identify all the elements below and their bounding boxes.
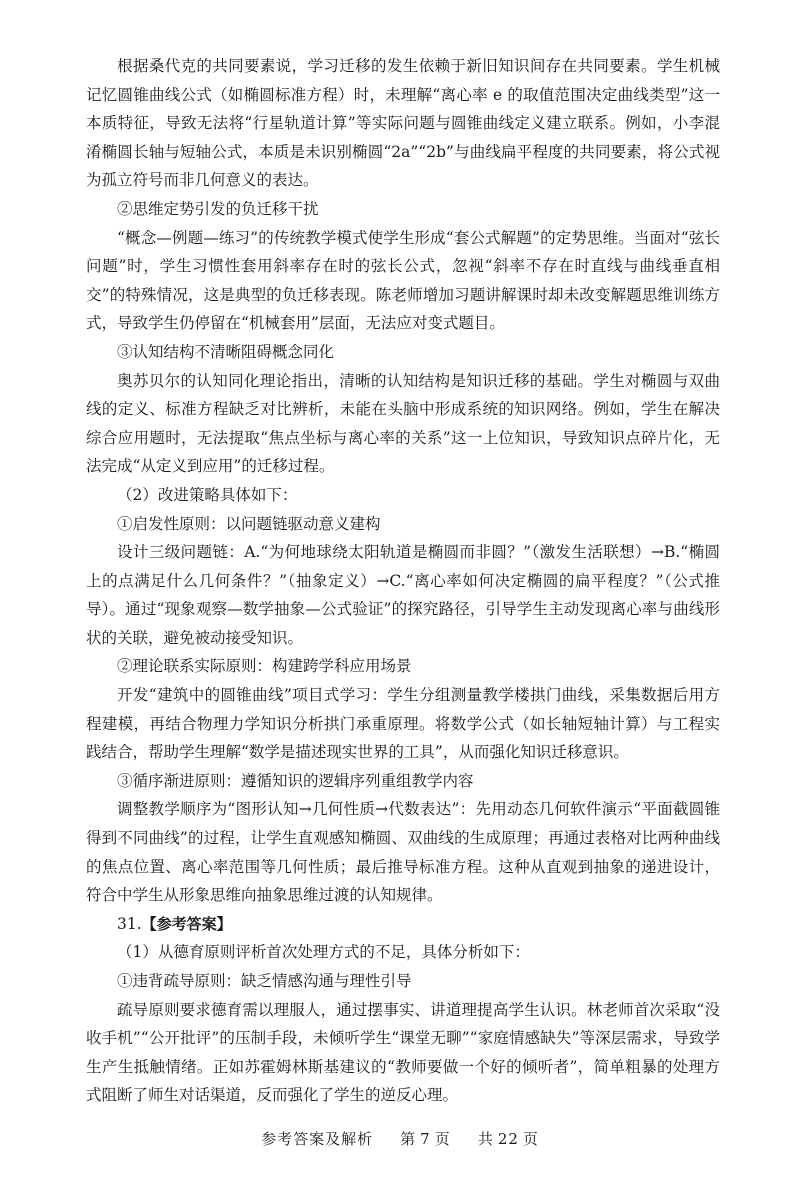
footer-total-suffix: 页 [522,1130,539,1148]
footer-total-prefix: 共 [477,1130,494,1148]
question-number: 31. [117,914,142,933]
paragraph-gradual-principle: 调整教学顺序为“图形认知→几何性质→代数表达”：先用动态几何软件演示“平面截圆锥得到不同曲线”的过程，让学生直观感知椭圆、双曲线的生成原理；再通过表格对比两种曲线的焦点位置、离心率范围等几何性质；最后推导标准方程。这种从直观到抽象的递进设计，符合中学生从形象思维向抽象思维过渡的认知规律。 [86,800,720,905]
footer-total-pages: 22 [497,1130,519,1148]
heading-guidance-principle: ①违背疏导原则：缺乏情感沟通与理性引导 [117,972,412,990]
paragraph-theory-practice-principle: 开发“建筑中的圆锥曲线”项目式学习：学生分组测量教学楼拱门曲线，采集数据后用方程建模，再结合物理力学知识分析拱门承重原理。将数学公式（如长轴短轴计算）与工程实践结合，帮助学生理解“数学是描述现实世界的工具”，从而强化知识迁移意识。 [86,686,720,762]
heading-improvement-strategies: （2）改进策略具体如下： [117,485,298,504]
heading-theory-practice-principle: ②理论联系实际原则：构建跨学科应用场景 [117,657,412,676]
paragraph-guidance-principle: 疏导原则要求德育需以理服人，通过摆事实、讲道理提高学生认识。林老师首次采取“没收手机”“公开批评”的压制手段，未倾听学生“课堂无聊”“家庭情感缺失”等深层需求，导致学生产生抵触情绪。正如苏霍姆林斯基建议的“教师要做一个好的倾听者”，简单粗暴的处理方式阻断了师生对话渠道，反而强化了学生的逆反心理。 [86,1000,720,1105]
footer-page-prefix: 第 [400,1130,417,1148]
footer-title: 参考答案及解析 [261,1130,374,1148]
paragraph-common-elements: 根据桑代克的共同要素说，学习迁移的发生依赖于新旧知识间存在共同要素。学生机械记忆圆锥曲线公式（如椭圆标准方程）时，未理解“离心率 e 的取值范围决定曲线类型”这一本质特征，导致无法将“行星轨道计算”等实际问题与圆锥曲线定义建立联系。例如，小李混淆椭圆长轴与短轴公式，本质是未识别椭圆“2a”“2b”与曲线扁平程度的共同要素，将公式视为孤立符号而非几何意义的表达。 [86,57,720,190]
heading-negative-transfer: ②思维定势引发的负迁移干扰 [117,199,319,218]
heading-heuristic-principle: ①启发性原则：以问题链驱动意义建构 [117,514,381,533]
heading-cognitive-structure: ③认知结构不清晰阻碍概念同化 [117,342,335,361]
question-31-title [86,910,720,939]
page-footer [0,1128,800,1149]
footer-page-number: 7 [420,1130,431,1148]
paragraph-cognitive-structure: 奥苏贝尔的认知同化理论指出，清晰的认知结构是知识迁移的基础。学生对椭圆与双曲线的定义、标准方程缺乏对比辨析，未能在头脑中形成系统的知识网络。例如，学生在解决综合应用题时，无法提取“焦点坐标与离心率的关系”这一上位知识，导致知识点碎片化，无法完成“从定义到应用”的迁移过程。 [86,371,720,476]
paragraph-negative-transfer: “概念—例题—练习”的传统教学模式使学生形成“套公式解题”的定势思维。当面对“弦长问题”时，学生习惯性套用斜率存在时的弦长公式，忽视“斜率不存在时直线与曲线垂直相交”的特殊情况，这是典型的负迁移表现。陈老师增加习题讲解课时却未改变解题思维训练方式，导致学生仍停留在“机械套用”层面，无法应对变式题目。 [86,228,720,333]
heading-gradual-principle: ③循序渐进原则：遵循知识的逻辑序列重组教学内容 [117,771,474,790]
paragraph-heuristic-principle: 设计三级问题链：A.“为何地球绕太阳轨道是椭圆而非圆？”（激发生活联想）→B.“椭圆上的点满足什么几何条件？”（抽象定义）→C.“离心率如何决定椭圆的扁平程度？”（公式推导）。通过“现象观察—数学抽象—公式验证”的探究路径，引导学生主动发现离心率与曲线形状的关联，避免被动接受知识。 [86,543,720,647]
page-body [86,52,720,1110]
heading-moral-education-analysis: （1）从德育原则评析首次处理方式的不足，具体分析如下： [117,943,530,962]
answer-label: 【参考答案】 [141,914,232,933]
footer-page-suffix: 页 [434,1130,451,1148]
